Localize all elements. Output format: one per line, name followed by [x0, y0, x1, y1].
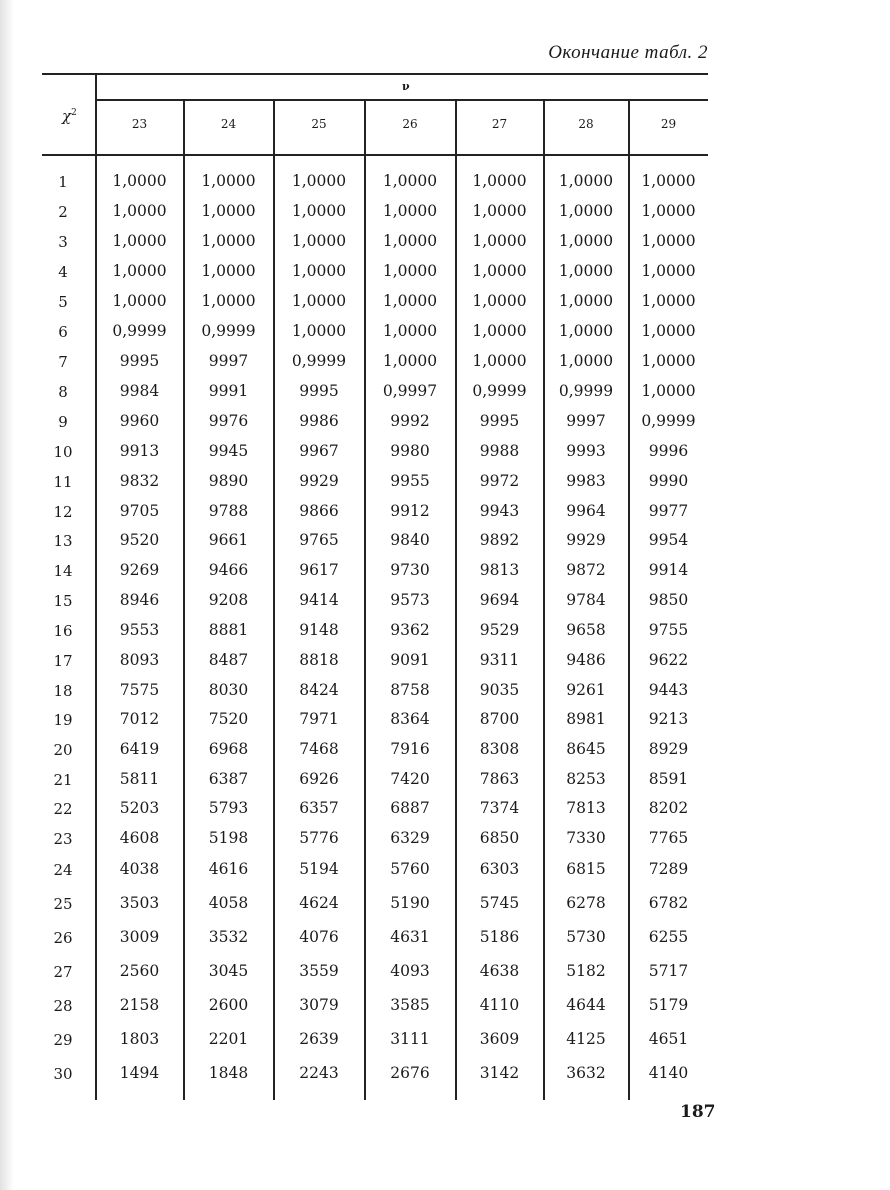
table-cell: 1,0000 — [291, 202, 347, 220]
table-cell: 6887 — [390, 799, 430, 817]
row-label: 21 — [53, 771, 73, 789]
row-label: 2 — [58, 203, 68, 221]
row-label: 25 — [53, 895, 73, 913]
table-cell: 0,9999 — [558, 382, 614, 400]
row-label: 16 — [53, 622, 73, 640]
table-cell: 9148 — [299, 621, 339, 639]
table-cell: 6357 — [299, 799, 339, 817]
table-cell: 1,0000 — [291, 292, 347, 310]
table-cell: 9929 — [566, 531, 606, 549]
table-cell: 9995 — [299, 382, 339, 400]
table-cell: 3559 — [299, 962, 339, 980]
table-cell: 8308 — [479, 740, 520, 758]
table-cell: 9694 — [479, 591, 520, 609]
table-cell: 3045 — [208, 962, 249, 980]
table-cell: 9967 — [299, 442, 339, 460]
table-caption: Окончание табл. 2 — [548, 42, 708, 63]
table-cell: 5793 — [208, 799, 249, 817]
table-cell: 4631 — [390, 928, 430, 946]
table-cell: 9529 — [479, 621, 520, 639]
table-cell: 9784 — [566, 591, 606, 609]
row-label: 15 — [53, 592, 73, 610]
table-cell: 9414 — [299, 591, 339, 609]
table-cell: 1,0000 — [382, 262, 438, 280]
table-cell: 9765 — [299, 531, 339, 549]
table-cell: 5776 — [299, 829, 339, 847]
table-cell: 2201 — [208, 1030, 249, 1048]
table-cell: 8253 — [566, 770, 606, 788]
table-cell: 4038 — [119, 860, 160, 878]
table-cell: 1,0000 — [201, 232, 256, 250]
row-label: 12 — [53, 503, 73, 521]
table-cell: 4076 — [299, 928, 339, 946]
table-cell: 8700 — [479, 710, 520, 728]
table-cell: 9995 — [119, 352, 160, 370]
table-cell: 9705 — [119, 502, 160, 520]
table-cell: 1,0000 — [558, 322, 614, 340]
chi-exponent: 2 — [71, 108, 77, 118]
table-cell: 8424 — [299, 681, 339, 699]
table-cell: 8645 — [566, 740, 606, 758]
table-cell: 9661 — [208, 531, 249, 549]
column-header-23: 23 — [131, 117, 148, 131]
table-cell: 9991 — [208, 382, 249, 400]
table-cell: 5811 — [119, 770, 160, 788]
table-cell: 5190 — [390, 894, 430, 912]
table-cell: 1,0000 — [291, 232, 347, 250]
table-cell: 9813 — [479, 561, 520, 579]
table-cell: 6968 — [208, 740, 249, 758]
table-cell: 5198 — [208, 829, 249, 847]
row-label: 22 — [53, 800, 73, 818]
table-cell: 9986 — [299, 412, 339, 430]
table-cell: 9573 — [390, 591, 430, 609]
table-cell: 3079 — [299, 996, 339, 1014]
table-cell: 9993 — [566, 442, 606, 460]
table-cell: 1,0000 — [472, 172, 527, 190]
table-cell: 0,9999 — [112, 322, 167, 340]
table-cell: 6278 — [566, 894, 606, 912]
table-cell: 9755 — [648, 621, 689, 639]
table-cell: 4616 — [208, 860, 249, 878]
table-cell: 9035 — [479, 681, 520, 699]
table-cell: 9520 — [119, 531, 160, 549]
table-cell: 1,0000 — [112, 202, 167, 220]
table-cell: 8946 — [119, 591, 160, 609]
table-cell: 1848 — [208, 1064, 249, 1082]
table-cell: 1,0000 — [382, 292, 438, 310]
table-top-rule — [42, 73, 708, 75]
table-cell: 4125 — [566, 1030, 606, 1048]
table-cell: 9992 — [390, 412, 430, 430]
table-cell: 9443 — [648, 681, 689, 699]
table-cell: 5194 — [299, 860, 339, 878]
row-label: 24 — [53, 861, 73, 879]
table-cell: 9943 — [479, 502, 520, 520]
table-cell: 8981 — [566, 710, 606, 728]
table-cell: 9622 — [648, 651, 689, 669]
table-cell: 1,0000 — [382, 202, 438, 220]
table-cell: 6303 — [479, 860, 520, 878]
row-label: 14 — [53, 562, 73, 580]
table-cell: 7520 — [208, 710, 249, 728]
table-cell: 4140 — [648, 1064, 689, 1082]
table-cell: 9311 — [479, 651, 520, 669]
table-cell: 1,0000 — [472, 202, 527, 220]
table-cell: 1,0000 — [472, 262, 527, 280]
table-cell: 7374 — [479, 799, 520, 817]
table-cell: 6255 — [648, 928, 689, 946]
column-header-24: 24 — [220, 117, 237, 131]
table-cell: 6782 — [648, 894, 689, 912]
table-cell: 3532 — [208, 928, 249, 946]
table-cell: 9980 — [390, 442, 430, 460]
table-cell: 9892 — [479, 531, 520, 549]
row-label: 1 — [58, 173, 68, 191]
table-cell: 4651 — [648, 1030, 689, 1048]
table-cell: 4638 — [479, 962, 520, 980]
table-cell: 5179 — [648, 996, 689, 1014]
table-cell: 9269 — [119, 561, 160, 579]
table-cell: 5760 — [390, 860, 430, 878]
table-cell: 9832 — [119, 472, 160, 490]
table-cell: 1,0000 — [382, 352, 438, 370]
table-cell: 1,0000 — [472, 232, 527, 250]
table-cell: 1,0000 — [641, 172, 696, 190]
table-cell: 0,9999 — [201, 322, 256, 340]
table-cell: 7863 — [479, 770, 520, 788]
table-cell: 0,9999 — [472, 382, 527, 400]
table-cell: 1,0000 — [641, 292, 696, 310]
stub-column-rule — [95, 74, 97, 1100]
table-cell: 7012 — [119, 710, 160, 728]
table-cell: 9091 — [390, 651, 430, 669]
table-cell: 1,0000 — [112, 262, 167, 280]
row-label: 30 — [53, 1065, 73, 1083]
table-cell: 1,0000 — [558, 352, 614, 370]
table-cell: 9913 — [119, 442, 160, 460]
row-label: 9 — [58, 413, 68, 431]
table-cell: 6387 — [208, 770, 249, 788]
row-label: 29 — [53, 1031, 73, 1049]
table-cell: 9553 — [119, 621, 160, 639]
chi-square-header — [62, 107, 77, 125]
table-cell: 9890 — [208, 472, 249, 490]
row-label: 7 — [58, 353, 68, 371]
table-cell: 5186 — [479, 928, 520, 946]
row-label: 11 — [53, 473, 73, 491]
row-label: 6 — [58, 323, 68, 341]
table-cell: 1494 — [119, 1064, 160, 1082]
table-cell: 5203 — [119, 799, 160, 817]
table-cell: 7971 — [299, 710, 339, 728]
table-cell: 8364 — [390, 710, 430, 728]
table-cell: 1,0000 — [641, 382, 696, 400]
table-cell: 2639 — [299, 1030, 339, 1048]
table-cell: 8758 — [390, 681, 430, 699]
table-cell: 1,0000 — [558, 172, 614, 190]
chi-symbol: χ — [62, 107, 72, 125]
row-label: 13 — [53, 532, 73, 550]
table-cell: 9466 — [208, 561, 249, 579]
table-cell: 7420 — [390, 770, 430, 788]
row-label: 27 — [53, 963, 73, 981]
table-cell: 8591 — [648, 770, 689, 788]
table-cell: 9960 — [119, 412, 160, 430]
table-cell: 9914 — [648, 561, 689, 579]
row-label: 19 — [53, 711, 73, 729]
column-header-29: 29 — [660, 117, 677, 131]
row-label: 10 — [53, 443, 73, 461]
table-cell: 9972 — [479, 472, 520, 490]
table-cell: 8929 — [648, 740, 689, 758]
table-cell: 2600 — [208, 996, 249, 1014]
table-cell: 4058 — [208, 894, 249, 912]
row-label: 20 — [53, 741, 73, 759]
nu-group-label: ν — [402, 80, 410, 93]
row-label: 3 — [58, 233, 68, 251]
row-label: 17 — [53, 652, 73, 670]
table-cell: 9984 — [119, 382, 160, 400]
row-label: 4 — [58, 263, 68, 281]
table-cell: 6329 — [390, 829, 430, 847]
row-label: 26 — [53, 929, 73, 947]
table-cell: 3585 — [390, 996, 430, 1014]
table-cell: 9866 — [299, 502, 339, 520]
table-cell: 4624 — [299, 894, 339, 912]
table-cell: 5182 — [566, 962, 606, 980]
table-cell: 8202 — [648, 799, 689, 817]
table-cell: 1,0000 — [291, 262, 347, 280]
table-cell: 9990 — [648, 472, 689, 490]
column-header-25: 25 — [311, 117, 327, 131]
table-cell: 9208 — [208, 591, 249, 609]
table-cell: 9997 — [566, 412, 606, 430]
table-cell: 1,0000 — [641, 262, 696, 280]
column-header-28: 28 — [578, 117, 594, 131]
table-cell: 1,0000 — [112, 172, 167, 190]
table-cell: 6850 — [479, 829, 520, 847]
table-cell: 0,9999 — [291, 352, 347, 370]
table-cell: 8881 — [208, 621, 249, 639]
table-cell: 1,0000 — [472, 352, 527, 370]
row-label: 28 — [53, 997, 73, 1015]
table-cell: 8487 — [208, 651, 249, 669]
table-cell: 7468 — [299, 740, 339, 758]
table-cell: 3503 — [119, 894, 160, 912]
table-cell: 6815 — [566, 860, 606, 878]
table-cell: 1,0000 — [201, 202, 256, 220]
table-cell: 3009 — [119, 928, 160, 946]
table-cell: 7575 — [119, 681, 160, 699]
table-cell: 7289 — [648, 860, 689, 878]
row-label: 8 — [58, 383, 68, 401]
table-cell: 9912 — [390, 502, 430, 520]
table-cell: 7916 — [390, 740, 430, 758]
table-cell: 9988 — [479, 442, 520, 460]
table-cell: 9850 — [648, 591, 689, 609]
table-cell: 9954 — [648, 531, 689, 549]
table-cell: 9486 — [566, 651, 606, 669]
table-cell: 9840 — [390, 531, 430, 549]
table-cell: 7330 — [566, 829, 606, 847]
table-cell: 2243 — [299, 1064, 339, 1082]
table-cell: 9977 — [648, 502, 689, 520]
page-number: 187 — [680, 1102, 716, 1122]
table-cell: 1,0000 — [291, 322, 347, 340]
table-cell: 9730 — [390, 561, 430, 579]
table-cell: 5745 — [479, 894, 520, 912]
table-cell: 4644 — [566, 996, 606, 1014]
table-cell: 3111 — [390, 1030, 430, 1048]
table-cell: 8030 — [208, 681, 249, 699]
table-cell: 1,0000 — [641, 352, 696, 370]
table-cell: 6926 — [299, 770, 339, 788]
table-cell: 1,0000 — [641, 232, 696, 250]
table-cell: 4110 — [479, 996, 520, 1014]
table-cell: 3632 — [566, 1064, 606, 1082]
table-cell: 9995 — [479, 412, 520, 430]
table-cell: 1,0000 — [641, 322, 696, 340]
table-cell: 9872 — [566, 561, 606, 579]
nu-group-rule — [96, 99, 708, 101]
page-edge-shadow — [0, 0, 14, 1190]
table-cell: 1,0000 — [382, 322, 438, 340]
table-cell: 1803 — [119, 1030, 160, 1048]
table-cell: 1,0000 — [472, 292, 527, 310]
table-cell: 1,0000 — [558, 292, 614, 310]
table-cell: 1,0000 — [382, 232, 438, 250]
table-cell: 8818 — [299, 651, 339, 669]
table-cell: 5730 — [566, 928, 606, 946]
table-cell: 5717 — [648, 962, 689, 980]
table-cell: 2676 — [390, 1064, 430, 1082]
table-cell: 0,9997 — [382, 382, 438, 400]
table-cell: 9976 — [208, 412, 249, 430]
table-cell: 9213 — [648, 710, 689, 728]
table-cell: 9617 — [299, 561, 339, 579]
table-cell: 9964 — [566, 502, 606, 520]
table-cell: 9362 — [390, 621, 430, 639]
table-cell: 1,0000 — [382, 172, 438, 190]
table-cell: 7813 — [566, 799, 606, 817]
row-label: 23 — [53, 830, 73, 848]
header-bottom-rule — [42, 154, 708, 156]
column-header-27: 27 — [491, 117, 508, 131]
table-cell: 1,0000 — [558, 202, 614, 220]
row-label: 5 — [58, 293, 68, 311]
table-cell: 1,0000 — [291, 172, 347, 190]
table-cell: 9929 — [299, 472, 339, 490]
table-cell: 9658 — [566, 621, 606, 639]
table-cell: 0,9999 — [641, 412, 696, 430]
table-cell: 3142 — [479, 1064, 520, 1082]
table-cell: 1,0000 — [112, 292, 167, 310]
row-label: 18 — [53, 682, 73, 700]
table-cell: 1,0000 — [641, 202, 696, 220]
table-cell: 2158 — [119, 996, 160, 1014]
table-cell: 1,0000 — [558, 262, 614, 280]
table-cell: 9945 — [208, 442, 249, 460]
table-cell: 1,0000 — [201, 292, 256, 310]
table-cell: 7765 — [648, 829, 689, 847]
table-cell: 1,0000 — [201, 262, 256, 280]
table-cell: 4093 — [390, 962, 430, 980]
table-cell: 1,0000 — [112, 232, 167, 250]
table-cell: 6419 — [119, 740, 160, 758]
table-cell: 9788 — [208, 502, 249, 520]
table-cell: 1,0000 — [472, 322, 527, 340]
table-cell: 4608 — [119, 829, 160, 847]
table-cell: 3609 — [479, 1030, 520, 1048]
table-cell: 9261 — [566, 681, 606, 699]
table-cell: 9996 — [648, 442, 689, 460]
table-cell: 8093 — [119, 651, 160, 669]
column-header-26: 26 — [402, 117, 418, 131]
table-cell: 2560 — [119, 962, 160, 980]
table-cell: 9955 — [390, 472, 430, 490]
table-cell: 1,0000 — [201, 172, 256, 190]
table-cell: 1,0000 — [558, 232, 614, 250]
table-cell: 9983 — [566, 472, 606, 490]
table-cell: 9997 — [208, 352, 249, 370]
